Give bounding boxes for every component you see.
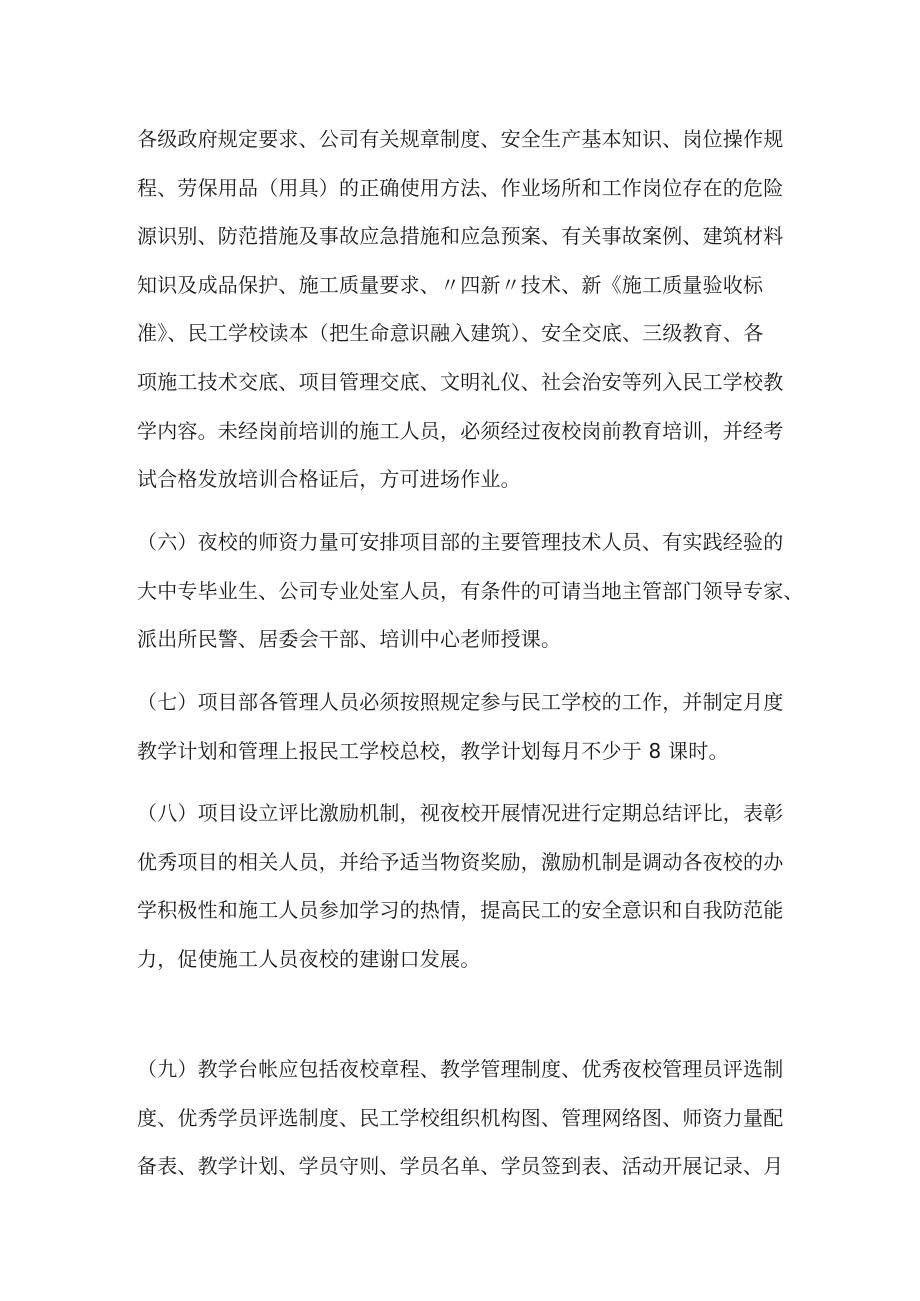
paragraph-item-8: [137, 789, 797, 983]
text-line: 源识别、防范措施及事故应急措施和应急预案、有关事故案例、建筑材料: [137, 224, 784, 249]
text-line: 试合格发放培训合格证后，方可进场作业。: [137, 467, 521, 492]
text-line: 力，促使施工人员夜校的建谢口发展。: [137, 946, 481, 971]
text-line: 教学计划和管理上报民工学校总校，教学计划每月不少于 8 课时。: [137, 738, 729, 763]
text-line: （八）项目设立评比激励机制，视夜校开展情况进行定期总结评比，表彰: [137, 801, 784, 825]
text-line: 学积极性和施工人员参加学习的热情，提高民工的安全意识和自我防范能: [137, 898, 784, 923]
text-line: 派出所民警、居委会干部、培训中心老师授课。: [137, 627, 562, 652]
text-line: 准》、民工学校读本（把生命意识融入建筑）、安全交底、三级教育、各: [137, 321, 764, 346]
text-line: （七）项目部各管理人员必须按照规定参与民工学校的工作，并制定月度: [137, 690, 784, 714]
text-line: 知识及成品保护、施工质量要求、〃四新〃技术、新《施工质量验收标: [137, 272, 764, 297]
paragraph-item-6: [137, 518, 804, 664]
text-line: 大中专毕业生、公司专业处室人员，有条件的可请当地主管部门领导专家、: [137, 578, 804, 603]
text-line: 备表、教学计划、学员守则、学员名单、学员签到表、活动开展记录、月: [137, 1154, 784, 1179]
text-line: （六）夜校的师资力量可安排项目部的主要管理技术人员、有实践经验的: [137, 530, 784, 554]
text-line: 优秀项目的相关人员，并给予适当物资奖励，激励机制是调动各夜校的办: [137, 849, 784, 874]
text-line: 学内容。未经岗前培训的施工人员，必须经过夜校岗前教育培训，并经考: [137, 418, 784, 443]
paragraph-item-9: [137, 1045, 797, 1191]
paragraph-training-content: [137, 115, 797, 504]
text-line: 程、劳保用品（用具）的正确使用方法、作业场所和工作岗位存在的危险: [137, 175, 784, 200]
paragraph-item-7: [137, 678, 797, 775]
text-line: 项施工技术交底、项目管理交底、文明礼仪、社会治安等列入民工学校教: [137, 369, 784, 394]
text-line: 度、优秀学员评选制度、民工学校组织机构图、管理网络图、师资力量配: [137, 1105, 784, 1130]
text-line: （九）教学台帐应包括夜校章程、教学管理制度、优秀夜校管理员评选制: [137, 1057, 784, 1081]
text-line: 各级政府规定要求、公司有关规章制度、安全生产基本知识、岗位操作规: [137, 127, 784, 151]
